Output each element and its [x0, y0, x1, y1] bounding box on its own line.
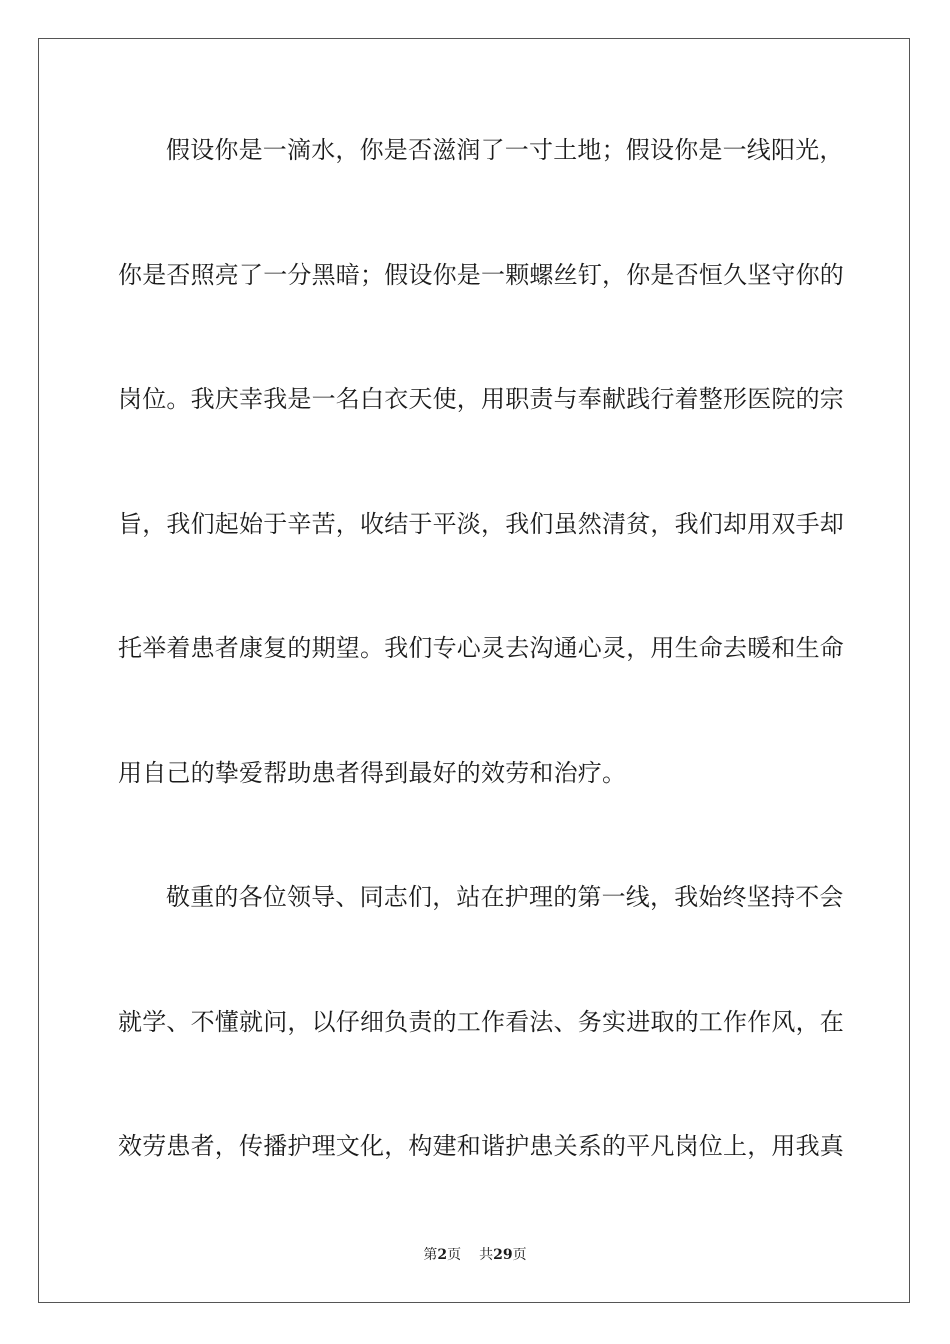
footer-total-prefix: 共	[479, 1247, 494, 1263]
paragraph-1-line-5: 托举着患者康复的期望。我们专心灵去沟通心灵，用生命去暖和生命	[118, 634, 844, 662]
paragraph-1-line-4: 旨，我们起始于辛苦，收结于平淡，我们虽然清贫，我们却用双手却	[118, 510, 844, 538]
page-border	[38, 38, 910, 1303]
page-footer	[0, 1246, 950, 1264]
paragraph-2-line-2: 就学、不懂就问，以仔细负责的工作看法、务实进取的工作作风，在	[118, 1008, 844, 1036]
paragraph-1-line-2: 你是否照亮了一分黑暗；假设你是一颗螺丝钉，你是否恒久坚守你的	[118, 261, 844, 289]
footer-page-prefix: 第	[423, 1247, 438, 1263]
paragraph-2-line-3: 效劳患者，传播护理文化，构建和谐护患关系的平凡岗位上，用我真	[118, 1132, 844, 1160]
paragraph-1-line-3: 岗位。我庆幸我是一名白衣天使，用职责与奉献践行着整形医院的宗	[118, 385, 844, 413]
paragraph-2-line-1: 敬重的各位领导、同志们，站在护理的第一线，我始终坚持不会	[166, 883, 844, 911]
footer-total-suffix: 页	[512, 1247, 527, 1263]
paragraph-1-line-6: 用自己的挚爱帮助患者得到最好的效劳和治疗。	[118, 759, 627, 787]
paragraph-1-line-1: 假设你是一滴水，你是否滋润了一寸土地；假设你是一线阳光，	[166, 136, 844, 164]
footer-page-number: 2	[437, 1247, 448, 1263]
footer-total-number: 29	[493, 1247, 513, 1263]
footer-page-suffix: 页	[447, 1247, 462, 1263]
